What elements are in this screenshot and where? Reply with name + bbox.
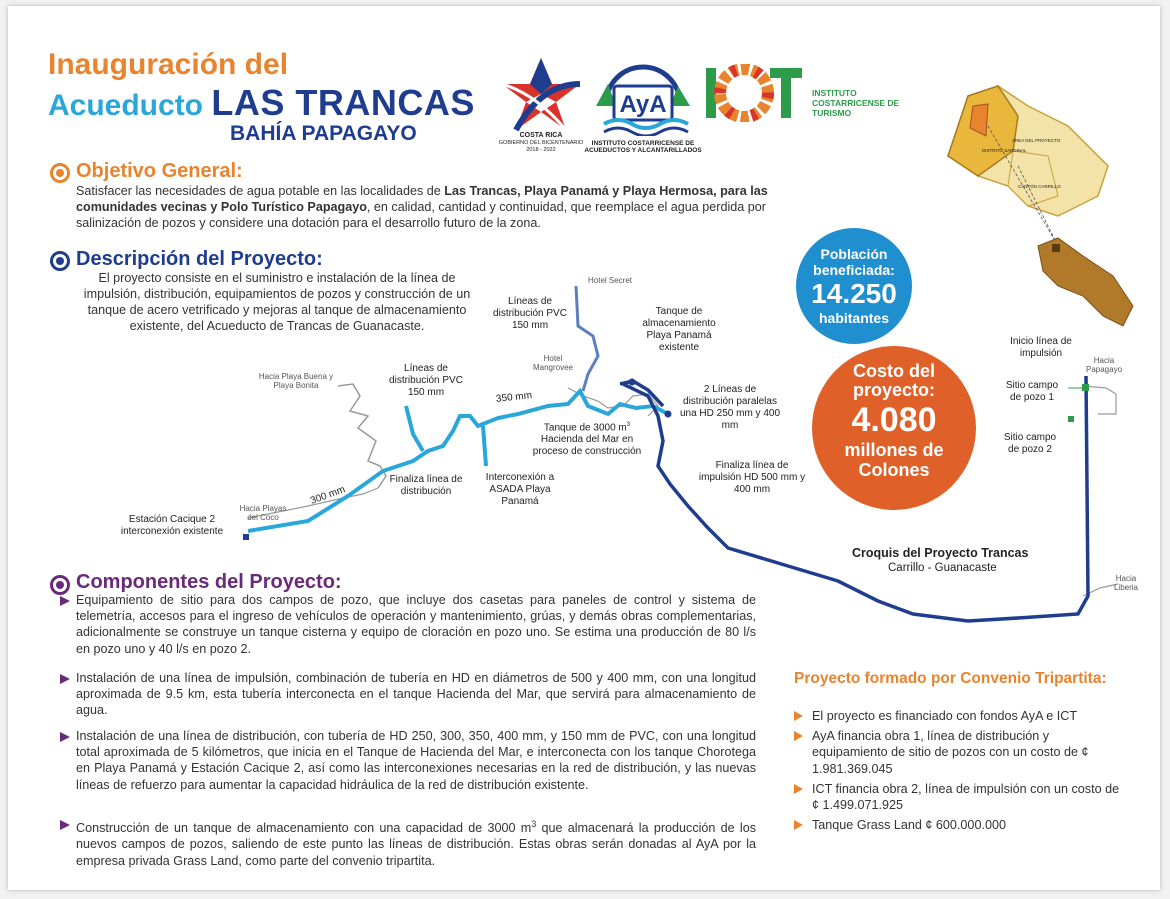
- componente-4-sup: 3: [531, 819, 537, 829]
- aya-emblem-icon: [588, 46, 698, 136]
- map-interconexion: Interconexión a ASADA Playa Panamá: [485, 472, 555, 507]
- map-croquis-sub: Carrillo - Guanacaste: [888, 562, 997, 574]
- map-300mm: 300 mm: [309, 484, 347, 507]
- title-las-trancas: LAS TRANCAS: [211, 82, 475, 123]
- componente-1: Equipamiento de sitio para dos campos de pozo, que incluye dos casetas para paneles de control y sistema de telemetría, accesos para el ingreso de vehículos de operación y mantenimiento, grúas, y demás obras complementarias, adicionalmente se construye un tanque cisterna y equipo de cloración en pozo uno. Se estima una producción de 80 l/s en pozo uno y 40 l/s en pozo 2.: [76, 593, 756, 656]
- poblacion-label: Población beneficiada:: [813, 246, 895, 278]
- tripartita-item: [794, 817, 1124, 833]
- cr-text-2: GOBIERNO DEL BICENTENARIO: [498, 140, 584, 146]
- aya-text-2: ACUEDUCTOS Y ALCANTARILLADOS: [584, 147, 702, 154]
- objetivo-text-2: , en calidad, cantidad y continuidad, que reemplace el agua perdida por salinización de pozos y considere una dotación para el desarrollo futuro de la zona.: [76, 200, 766, 230]
- componente-4-a: Construcción de un tanque de almacenamiento con una capacidad de 3000 m: [76, 821, 532, 836]
- ict-mark: [704, 122, 706, 123]
- title-line-2: [48, 82, 475, 124]
- map-lineas-pvc-left: Líneas de distribución PVC 150 mm: [389, 363, 463, 398]
- objetivo-text-bold: Las Trancas, Playa Panamá y Playa Hermosa, para las comunidades vecinas y Polo Turístico Papagayo: [76, 184, 768, 214]
- map-hacia-playa-buena: Hacia Playa Buena y Playa Bonita: [258, 372, 334, 390]
- star-icon: [496, 54, 586, 134]
- componente-2: Instalación de una línea de impulsión, combinación de tubería en HD en diámetros de 500 y 400 mm, con una longitud aproximada de 9.5 km, esta tubería interconecta en el tanque Hacienda del Mar, que servirá para almacenamiento de agua.: [76, 671, 756, 718]
- poster: [8, 6, 1160, 890]
- map-finaliza-impulsion: Finaliza línea de impulsión HD 500 mm y 400 mm: [698, 460, 806, 495]
- poblacion-unit: habitantes: [818, 310, 889, 326]
- map-croquis-title: Croquis del Proyecto Trancas: [852, 546, 1029, 560]
- aya-text-1: INSTITUTO COSTARRICENSE DE: [591, 140, 695, 147]
- map-tanque-3000: [532, 419, 642, 458]
- aya-mark: AyA: [619, 91, 667, 118]
- bullet-dot: [56, 581, 64, 589]
- map-350mm: 350 mm: [495, 390, 533, 405]
- bullet-dot: [56, 169, 64, 177]
- costa-rica-logo: [496, 54, 586, 158]
- objetivo-heading: Objetivo General:: [76, 160, 243, 182]
- componentes-bullet-icon: [50, 575, 70, 595]
- aya-logo: [584, 46, 702, 156]
- map-region-sardinal: DISTRITO SARDINAL: [982, 148, 1027, 153]
- ict-logo: [704, 64, 914, 128]
- cr-text-1: COSTA RICA: [519, 132, 563, 139]
- tripartita-item: [794, 708, 1124, 724]
- tripartita-arrow-icon: [794, 711, 803, 721]
- componente-4-arrow-icon: [60, 820, 70, 830]
- componente-2-arrow-icon: [60, 674, 70, 684]
- tripartita-item: [794, 728, 1124, 777]
- map-estacion-cacique: Estación Cacique 2 interconexión existente: [120, 514, 224, 537]
- componente-3: Instalación de una línea de distribución, con tubería de HD 250, 300, 350, 400 mm, y 150 mm de PVC, con una longitud total aproximada de 5 kilómetros, que inicia en el Tanque de Hacienda del Mar, e interconecta con los tanque Chorotega en Playa Panamá y Estación Cacique 2, así como las interconexiones necesarias en la red de distribución, y las nuevas líneas de refuerzo para aumentar la capacidad hidráulica de la red de distribución existente.: [76, 729, 756, 792]
- objetivo-text-1: Satisfacer las necesidades de agua potable en las localidades de: [76, 184, 445, 198]
- map-region-area: ÁREA DEL PROYECTO: [1012, 138, 1061, 143]
- tripartita-arrow-icon: [794, 731, 803, 741]
- descripcion-heading: Descripción del Proyecto:: [76, 248, 323, 270]
- costo-unit: millones de Colones: [844, 440, 944, 480]
- componente-4: [76, 816, 756, 869]
- ict-text-3: TURISMO: [812, 108, 852, 118]
- map-tanque-3000-sup: 3: [626, 422, 631, 428]
- map-dos-lineas: 2 Líneas de distribución paralelas una HD 250 mm y 400 mm: [679, 384, 781, 431]
- map-tanque-3000-a: Tanque de 3000 m: [543, 422, 627, 434]
- map-finaliza-dist: Finaliza línea de distribución: [389, 474, 463, 497]
- ict-text: [812, 88, 899, 118]
- tripartita-item-text: AyA financia obra 1, línea de distribución y equipamiento de sitio de pozos con un costo de ¢ 1.981.369.045: [812, 729, 1089, 776]
- map-hotel-mangrovee: Hotel Mangrovee: [532, 354, 574, 372]
- objetivo-text: [76, 183, 796, 231]
- map-sitio-pozo-2: Sitio campo de pozo 2: [1003, 432, 1057, 455]
- map-lineas-pvc-top: Líneas de distribución PVC 150 mm: [493, 296, 567, 331]
- ict-text-2: COSTARRICENSE DE: [812, 98, 900, 108]
- title-acueducto: Acueducto: [48, 89, 204, 122]
- costo-label: Costo del proyecto:: [852, 361, 935, 400]
- subtitle: BAHÍA PAPAGAYO: [230, 122, 417, 145]
- tripartita-list: [794, 708, 1124, 837]
- map-sitio-pozo-1: Sitio campo de pozo 1: [1005, 380, 1059, 403]
- title-line-1: Inauguración del: [48, 48, 289, 81]
- map-tanque-3000-b: Hacienda del Mar en proceso de construcción: [532, 434, 642, 458]
- componente-1-arrow-icon: [60, 596, 70, 606]
- componentes-heading: Componentes del Proyecto:: [76, 571, 342, 593]
- map-hacia-papagayo: Hacia Papagayo: [1085, 356, 1123, 374]
- objetivo-bullet-icon: [50, 163, 70, 183]
- poblacion-value: 14.250: [811, 278, 897, 309]
- map-hacia-liberia: Hacia Liberia: [1113, 574, 1138, 592]
- tripartita-arrow-icon: [794, 784, 803, 794]
- tripartita-item-text: ICT financia obra 2, línea de impulsión con un costo de ¢ 1.499.071.925: [812, 781, 1120, 813]
- componente-4-b: que almacenará la producción de los nuevos campos de pozos, saliendo de este punto las líneas de distribución. Estas obras serán donadas al AyA por la empresa privada Grass Land, como parte del convenio tripartita.: [76, 821, 756, 868]
- descripcion-text: El proyecto consiste en el suministro e instalación de la línea de impulsión, distribución, equipamientos de pozos y construcción de un tanque de acero vetrificado y mejoras al tanque de almacenamiento existente, del Acueducto de Trancas de Guanacaste.: [83, 271, 471, 333]
- costo-value: 4.080: [851, 401, 937, 439]
- map-hacia-playas-coco: Hacia Playas del Coco: [239, 504, 287, 522]
- componente-3-arrow-icon: [60, 732, 70, 742]
- tripartita-heading: Proyecto formado por Convenio Tripartita:: [794, 670, 1107, 687]
- map-region-carrillo: CANTÓN CARRILLO: [1018, 184, 1061, 189]
- bullet-dot: [56, 257, 64, 265]
- map-inicio-linea: Inicio línea de impulsión: [1010, 336, 1072, 359]
- cr-text-3: 2018 - 2022: [526, 147, 556, 153]
- map-tanque-panama: Tanque de almacenamiento Playa Panamá existente: [642, 306, 716, 353]
- tripartita-item: [794, 781, 1124, 813]
- tripartita-arrow-icon: [794, 820, 803, 830]
- tripartita-item-text: El proyecto es financiado con fondos AyA e ICT: [812, 709, 1078, 723]
- map-hotel-secret: Hotel Secret: [588, 276, 633, 285]
- ict-text-1: INSTITUTO: [812, 88, 857, 98]
- ict-emblem-icon: [704, 64, 804, 122]
- tripartita-item-text: Tanque Grass Land ¢ 600.000.000: [812, 818, 1006, 833]
